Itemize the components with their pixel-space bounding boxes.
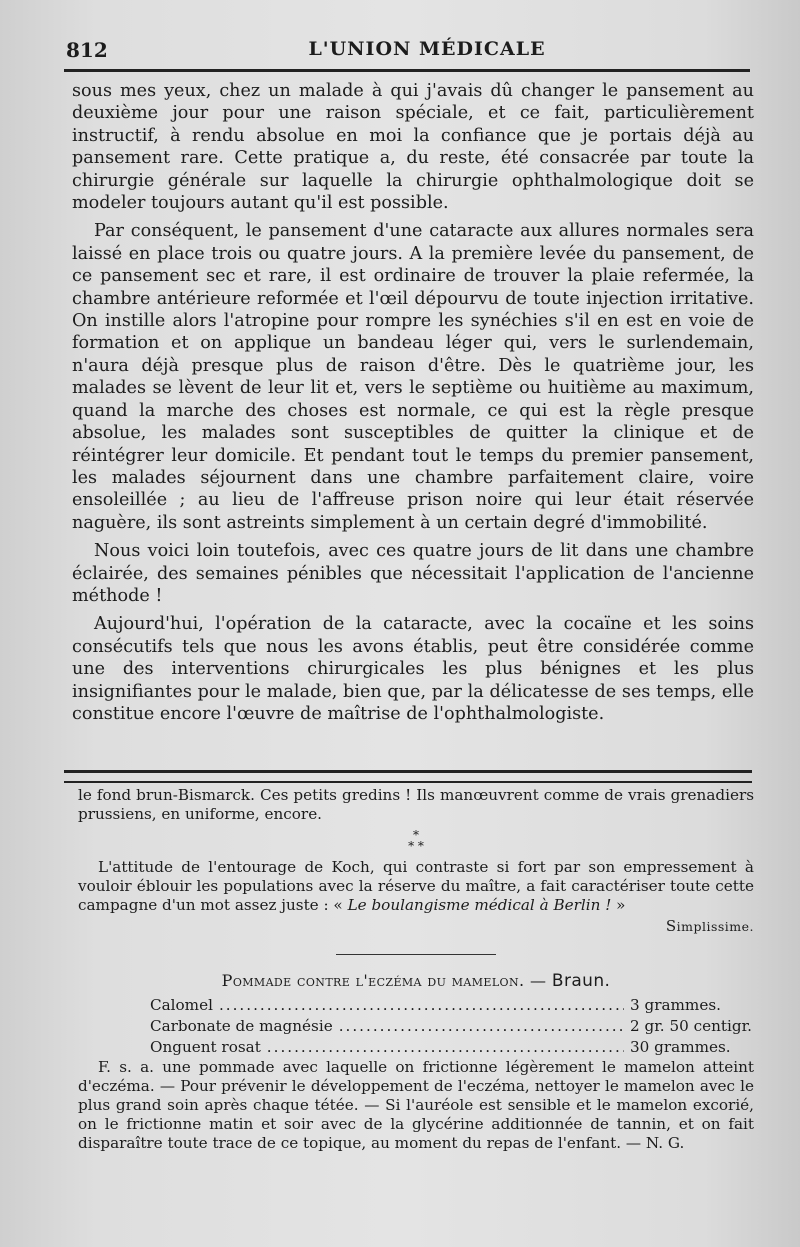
- feuilleton-paragraph-2-start: L'attitude de l'entourage de Koch, qui contraste si fort par son empressement à vouloir éblouir les populations avec la réserve du maître, a fait caractériser toute cette campagne d'un mot assez juste : «: [78, 858, 754, 914]
- formula-title-text: Pommade contre l'eczéma du mamelon. —: [221, 971, 547, 990]
- page-number: 812: [66, 38, 108, 62]
- asterism-top: *: [413, 828, 419, 842]
- page-header: [66, 38, 748, 68]
- ingredient-list: [150, 995, 752, 1058]
- formula-author: Braun.: [551, 971, 611, 991]
- ingredient-row: [150, 1016, 752, 1037]
- header-rule: [64, 69, 750, 72]
- main-text: [72, 80, 754, 725]
- ingredient-row: [150, 1037, 748, 1058]
- feuilleton-paragraph-1: le fond brun-Bismarck. Ces petits gredins ! Ils manœuvrent comme de vrais grenadiers prussiens, en uniforme, encore.: [78, 786, 754, 823]
- signature: Simplissime.: [665, 917, 754, 935]
- paragraph-4: Aujourd'hui, l'opération de la cataracte, avec la cocaïne et les soins consécutifs tels que nous les avons établis, peut être considérée comme une des interventions chirurgicales les plus bénignes et les plus insignifiantes pour le malade, bien que, par la délicatesse de ses temps, elle constitue encore l'œuvre de maîtrise de l'ophthalmologiste.: [72, 614, 754, 724]
- formula-title: [78, 971, 754, 991]
- ingredient-name: Onguent rosat: [150, 1038, 261, 1056]
- feuilleton-paragraph-2: [78, 858, 754, 915]
- ingredient-name: Calomel: [150, 996, 213, 1014]
- leader-dots: [219, 995, 624, 1016]
- formula-instructions: F. s. a. une pommade avec laquelle on frictionne légèrement le mamelon atteint d'eczéma. — Pour prévenir le développement de l'eczéma, nettoyer le mamelon avec le plus grand soin après chaque tétée. — Si l'auréole est sensible et le mamelon excorié, on le frictionne matin et soir avec de la glycérine additionnée de tannin, et on fait disparaître toute trace de ce topique, au moment du repas de l'enfant. — N. G.: [78, 1058, 754, 1152]
- paragraph-2: Par conséquent, le pansement d'une cataracte aux allures normales sera laissé en place trois ou quatre jours. A la première levée du pansement, de ce pansement sec et rare, il est ordinaire de trouver la plaie refermée, la chambre antérieure reformée et l'œil dépourvu de toute injection irritative. On instille alors l'atropine pour rompre les synéchies s'il en est en voie de formation et on applique un bandeau léger qui, vers le surlendemain, n'aura déjà presque plus de raison d'être. Dès le quatrième jour, les malades se lèvent de leur lit et, vers le septième ou huitième au maximum, quand la marche des choses est normale, ce qui est la règle presque absolue, les malades sont susceptibles de quitter la clinique et de réintégrer leur domicile. Et pendant tout le temps du premier pansement, les malades séjournent dans une chambre parfaitement claire, voire ensoleillée ; au lieu de l'affreuse prison noire qui leur était réservée naguère, ils sont astreints simplement à un certain degré d'immobilité.: [72, 221, 754, 533]
- asterism: [78, 830, 754, 852]
- feuilleton-quote: Le boulangisme médical à Berlin !: [347, 896, 612, 914]
- ingredient-row: [150, 995, 748, 1016]
- short-rule: [336, 954, 496, 955]
- ingredient-quantity: 3 grammes.: [630, 996, 721, 1014]
- feuilleton: [78, 786, 754, 1153]
- asterism-bottom: * *: [408, 839, 424, 853]
- section-divider: [64, 770, 752, 783]
- ingredient-quantity: 30 grammes.: [630, 1038, 731, 1056]
- ingredient-name: Carbonate de magnésie: [150, 1017, 333, 1035]
- paragraph-3: Nous voici loin toutefois, avec ces quatre jours de lit dans une chambre éclairée, des semaines pénibles que nécessitait l'application de l'ancienne méthode !: [72, 541, 754, 606]
- ingredient-quantity: 2 gr. 50 centigr.: [630, 1017, 752, 1035]
- paragraph-1: sous mes yeux, chez un malade à qui j'avais dû changer le pansement au deuxième jour pour une raison spéciale, et ce fait, particulièrement instructif, à rendu absolue en moi la confiance que je portais déjà au pansement rare. Cette pratique a, du reste, été consacrée par toute la chirurgie générale sur laquelle la chirurgie ophthalmologique doit se modeler toujours autant qu'il est possible.: [72, 81, 754, 214]
- leader-dots: [339, 1016, 624, 1037]
- leader-dots: [267, 1037, 624, 1058]
- feuilleton-paragraph-2-end: »: [611, 896, 626, 914]
- journal-title: L'UNION MÉDICALE: [308, 38, 546, 60]
